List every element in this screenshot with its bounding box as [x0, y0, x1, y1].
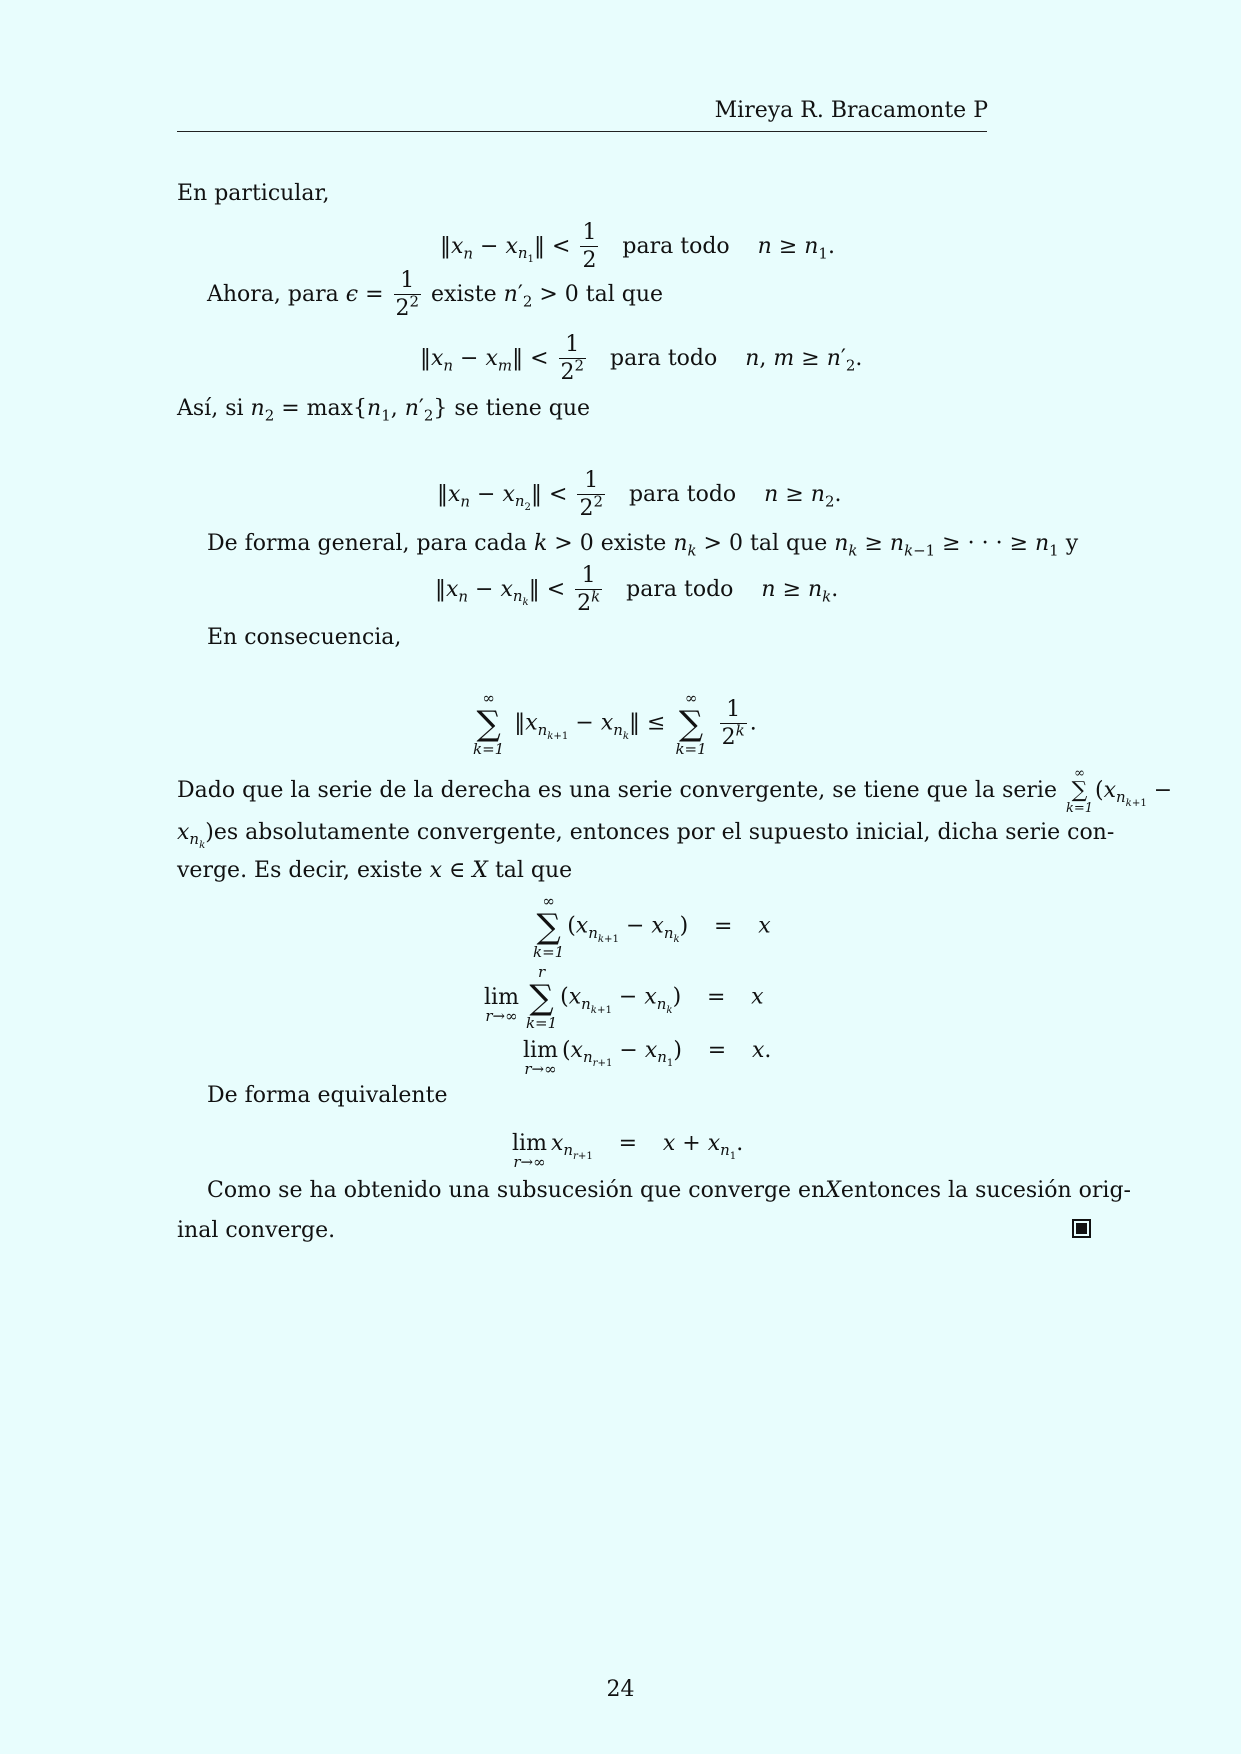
ahora-para-text: Ahora, para — [207, 282, 339, 307]
tal-que-text-3: tal que — [494, 858, 573, 883]
equation-5-series: ∞ ∑ k=1 $‖x_{n_{k+1}}$ − $x_{n_k}‖$ ≤ ∞ ∑ k=1 $\frac{1}{2^k}$ . — [473, 689, 757, 758]
existe-text: existe — [431, 282, 497, 307]
equation-3: $‖x_n$ − $x_{n_2}‖$ < $\frac{1}{2^2}$ para todo $n \ge n_2$. — [437, 468, 842, 521]
running-header-author: Mireya R. Bracamonte P — [714, 98, 988, 123]
aligned-eq-line-1: ∞ ∑ k=1 $(x_{n_{k+1}} - x_{n_k}) = x$ — [533, 892, 771, 961]
paragraph-dado-que: Dado que la serie de la derecha es una serie convergente, se tiene que la serie ∞ ∑ k=1 ($x_{n_{k+1}}$ − — [177, 766, 1173, 816]
y-text: y — [1065, 531, 1079, 556]
se-tiene-que-text: se tiene que — [454, 396, 591, 421]
entonces-text: entonces la sucesión orig- — [840, 1178, 1131, 1203]
existe-text-2: existe — [600, 531, 667, 556]
equation-1: $‖x_n$ − $x_{n_1}‖$ < $\frac{1}{2}$ para todo $n \ge n_1$. — [440, 220, 835, 273]
paragraph-asi-si: Así, si $n_2 = \max\{n_1$, $n'_2$} se tiene que — [177, 396, 591, 425]
general-text-a: De forma general, para cada — [207, 531, 527, 556]
paragraph-dado-que-line-2: $x_{n_k}$) es absolutamente convergente, entonces por el supuesto inicial, dicha serie con- — [177, 820, 1115, 852]
dado-que-text: Dado que la serie de la derecha es una serie convergente, se tiene que la serie — [177, 778, 1057, 803]
para-todo-4: para todo — [626, 577, 734, 602]
verge-text: verge. Es decir, existe — [177, 858, 423, 883]
header-rule — [177, 131, 987, 132]
equation-2: $‖x_n$ − $x_m‖$ < $\frac{1}{2^2}$ para todo n, $m \ge n'_2$. — [420, 332, 863, 385]
equation-4: $‖x_n$ − $x_{n_k}‖$ < $\frac{1}{2^k}$ para todo $n \ge n_k$. — [435, 563, 839, 616]
paragraph-inal-converge: inal converge. — [177, 1218, 336, 1243]
paragraph-dado-que-line-3: verge. Es decir, existe x ∈ X tal que — [177, 858, 573, 883]
equation-limit-final: lim r→∞ $x_{n_{r+1}}= x + x_{n_1}$. — [512, 1131, 744, 1171]
es-absolutamente-text: es absolutamente convergente, entonces por el supuesto inicial, dicha serie con- — [213, 820, 1115, 845]
page-number: 24 — [606, 1677, 635, 1702]
paragraph-en-particular: En particular, — [177, 181, 330, 206]
aligned-eq-line-2: lim r→∞ r ∑ k=1 $(x_{n_{k+1}} - x_{n_k}) = x$ — [484, 963, 764, 1032]
tal-que-text: tal que — [585, 282, 664, 307]
para-todo-2: para todo — [610, 346, 718, 371]
tal-que-text-2: tal que — [749, 531, 828, 556]
para-todo-3: para todo — [628, 482, 737, 507]
como-se-ha-text: Como se ha obtenido una subsucesión que converge en — [207, 1178, 826, 1203]
asi-si-text: Así, si — [177, 396, 244, 421]
paragraph-ahora: Ahora, para ϵ = $\frac{1}{2^2}$ existe $n'_2 > 0$ tal que — [207, 268, 664, 321]
paragraph-forma-general: De forma general, para cada k > 0 existe $n_k > 0$ tal que $n_k \ge n_{k-1}$ ≥ · · · ≥ $n_1$ y — [207, 531, 1079, 560]
qed-square-icon — [1072, 1219, 1091, 1238]
paragraph-como-se-ha: Como se ha obtenido una subsucesión que converge en X entonces la sucesión orig- — [207, 1178, 1131, 1203]
para-todo-1: para todo — [622, 234, 730, 259]
aligned-eq-line-3: lim r→∞ $(x_{n_{r+1}} - x_{n_1}) = x$. — [523, 1038, 772, 1078]
paragraph-en-consecuencia: En consecuencia, — [207, 625, 402, 650]
paragraph-forma-equivalente: De forma equivalente — [207, 1083, 448, 1108]
